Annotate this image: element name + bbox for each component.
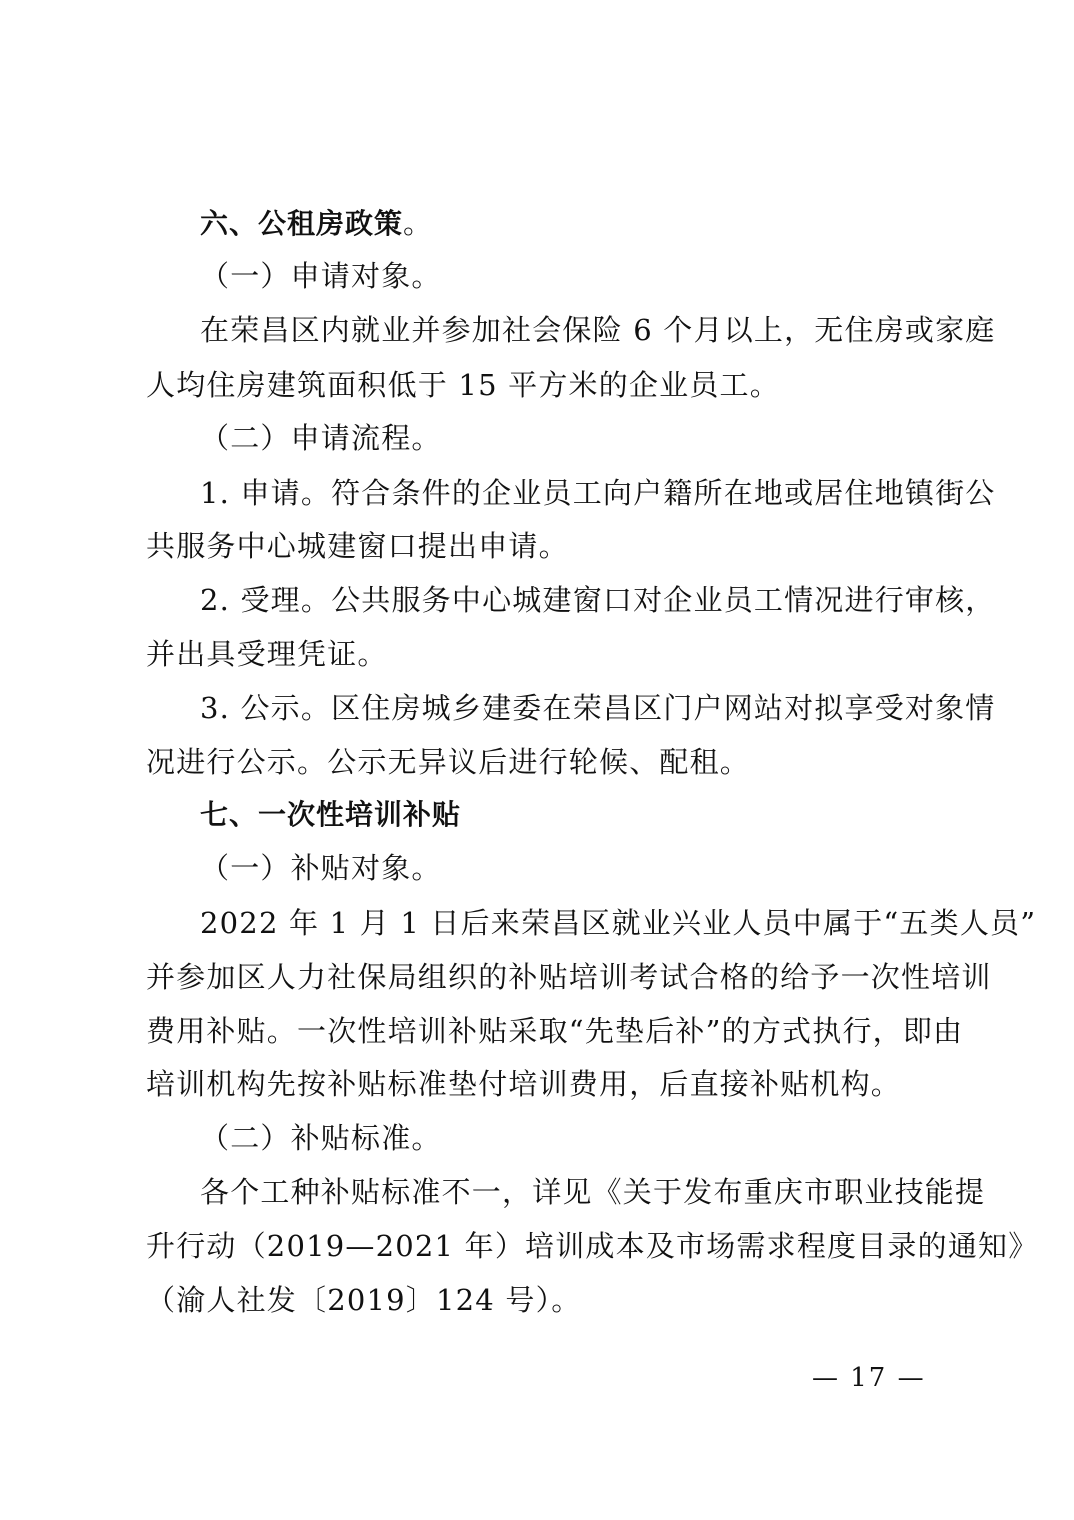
paragraph-line: 各个工种补贴标准不一，详见《关于发布重庆市职业技能提 (200, 1175, 986, 1209)
section-heading-text: 六、公租房政策 (200, 207, 404, 240)
section-heading-mark: 。 (403, 206, 434, 240)
list-item-line: 并出具受理凭证。 (146, 637, 388, 671)
list-item-line: 况进行公示。公示无异议后进行轮候、配租。 (146, 745, 751, 779)
subsection-title: （二）申请流程。 (200, 421, 442, 455)
page-number: — 17 — (812, 1363, 926, 1393)
paragraph-line: 在荣昌区内就业并参加社会保险 6 个月以上，无住房或家庭 (200, 313, 996, 347)
paragraph-line: 人均住房建筑面积低于 15 平方米的企业员工。 (146, 368, 780, 402)
list-item-line: 共服务中心城建窗口提出申请。 (146, 529, 569, 563)
list-item-line: 3. 公示。区住房城乡建委在荣昌区门户网站对拟享受对象情 (200, 691, 996, 725)
section-heading-public-rental-housing (200, 203, 946, 243)
subsection-title: （一）补贴对象。 (200, 851, 442, 885)
list-item-line: 2. 受理。公共服务中心城建窗口对企业员工情况进行审核， (200, 583, 996, 617)
paragraph-line: 升行动（2019—2021 年）培训成本及市场需求程度目录的通知》 (146, 1229, 1039, 1263)
paragraph-line: 培训机构先按补贴标准垫付培训费用，后直接补贴机构。 (146, 1067, 902, 1101)
list-item-line: 1. 申请。符合条件的企业员工向户籍所在地或居住地镇街公 (200, 476, 996, 510)
paragraph-line: 费用补贴。一次性培训补贴采取“先垫后补”的方式执行，即由 (146, 1014, 964, 1048)
paragraph-line: 并参加区人力社保局组织的补贴培训考试合格的给予一次性培训 (146, 960, 992, 994)
paragraph-line: （渝人社发〔2019〕124 号）。 (146, 1283, 582, 1317)
paragraph-line: 2022 年 1 月 1 日后来荣昌区就业兴业人员中属于“五类人员” (200, 906, 1037, 940)
section-heading-training-subsidy: 七、一次性培训补贴 (200, 798, 462, 831)
subsection-title: （二）补贴标准。 (200, 1121, 442, 1155)
subsection-title: （一）申请对象。 (200, 259, 442, 293)
